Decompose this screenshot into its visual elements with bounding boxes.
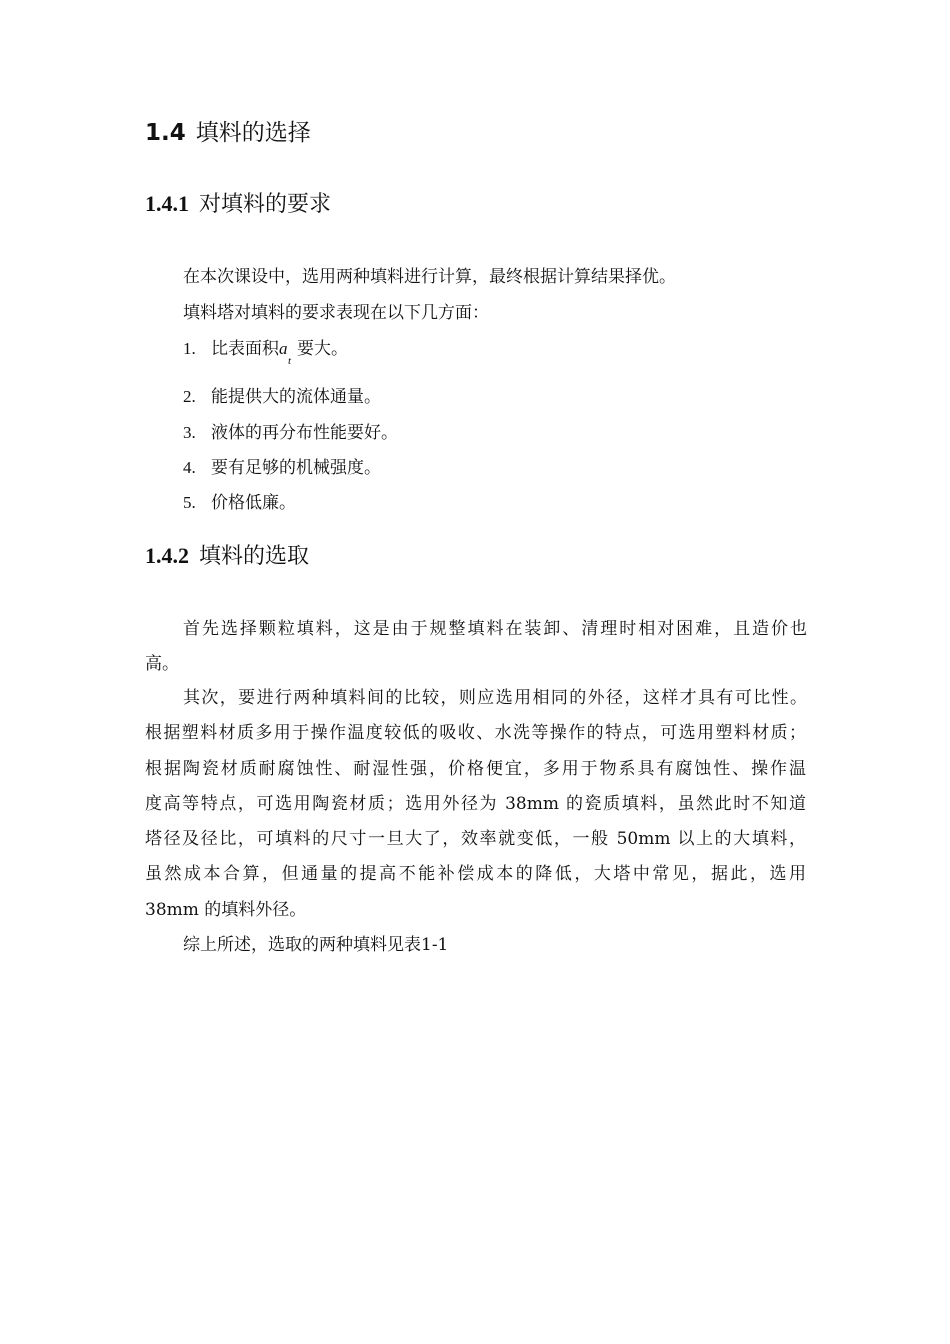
subsection-title: 填料的选取	[199, 544, 310, 569]
subsection-number: 1.4.1	[145, 191, 189, 216]
paragraph-line	[145, 826, 806, 852]
list-item	[183, 384, 381, 410]
section-title: 填料的选择	[195, 120, 311, 146]
list-text: 要大。	[297, 339, 348, 359]
paragraph-line	[183, 616, 807, 642]
list-text: 液体的再分布性能要好。	[211, 423, 398, 443]
list-item	[183, 490, 296, 516]
paragraph-line	[145, 720, 806, 746]
symbol-main: a	[279, 339, 288, 358]
paragraph-text: 其次，要进行两种填料间的比较，则应选用相同的外径，这样才具有可比性。	[183, 688, 807, 708]
paragraph-line	[145, 861, 806, 887]
list-item	[183, 336, 348, 367]
list-text: 要有足够的机械强度。	[211, 458, 381, 478]
list-number: 5.	[183, 493, 196, 512]
list-text: 价格低廉。	[211, 493, 296, 513]
subsection-heading-1	[145, 188, 331, 221]
list-number: 1.	[183, 339, 196, 358]
subsection-heading-2	[145, 540, 309, 573]
list-number: 3.	[183, 423, 196, 442]
paragraph-text: 首先选择颗粒填料，这是由于规整填料在装卸、清理时相对困难，且造价也	[183, 619, 807, 639]
paragraph-line	[145, 756, 806, 782]
paragraph-line: 在本次课设中，选用两种填料进行计算，最终根据计算结果择优。	[183, 267, 676, 287]
list-item	[183, 455, 381, 481]
list-text: 比表面积	[211, 339, 279, 359]
paragraph-text: 虽然成本合算，但通量的提高不能补偿成本的降低，大塔中常见，据此，选用	[145, 864, 806, 884]
list-item	[183, 420, 398, 446]
paragraph-line	[183, 685, 807, 711]
paragraph-text: 度高等特点，可选用陶瓷材质；选用外径为 38mm 的瓷质填料，虽然此时不知道	[145, 794, 806, 814]
list-text: 能提供大的流体通量。	[211, 387, 381, 407]
list-number: 2.	[183, 387, 196, 406]
paragraph-line: 38mm 的填料外径。	[145, 900, 307, 920]
subsection-number: 1.4.2	[145, 543, 189, 568]
paragraph-text: 根据陶瓷材质耐腐蚀性、耐湿性强，价格便宜，多用于物系具有腐蚀性、操作温	[145, 759, 806, 779]
section-heading	[145, 116, 311, 150]
subsection-title: 对填料的要求	[199, 192, 332, 217]
paragraph-line	[145, 791, 806, 817]
section-number: 1.4	[145, 120, 186, 146]
paragraph-line: 填料塔对填料的要求表现在以下几方面：	[183, 303, 489, 323]
symbol-a-t	[279, 336, 297, 367]
symbol-subscript: t	[288, 355, 292, 367]
paragraph-text: 塔径及径比，可填料的尺寸一旦大了，效率就变低，一般 50mm 以上的大填料，	[145, 829, 806, 849]
paragraph-text: 根据塑料材质多用于操作温度较低的吸收、水洗等操作的特点，可选用塑料材质；	[145, 723, 806, 743]
list-number: 4.	[183, 458, 196, 477]
paragraph-line: 高。	[145, 654, 179, 674]
paragraph-line: 综上所述，选取的两种填料见表1-1	[183, 935, 449, 955]
